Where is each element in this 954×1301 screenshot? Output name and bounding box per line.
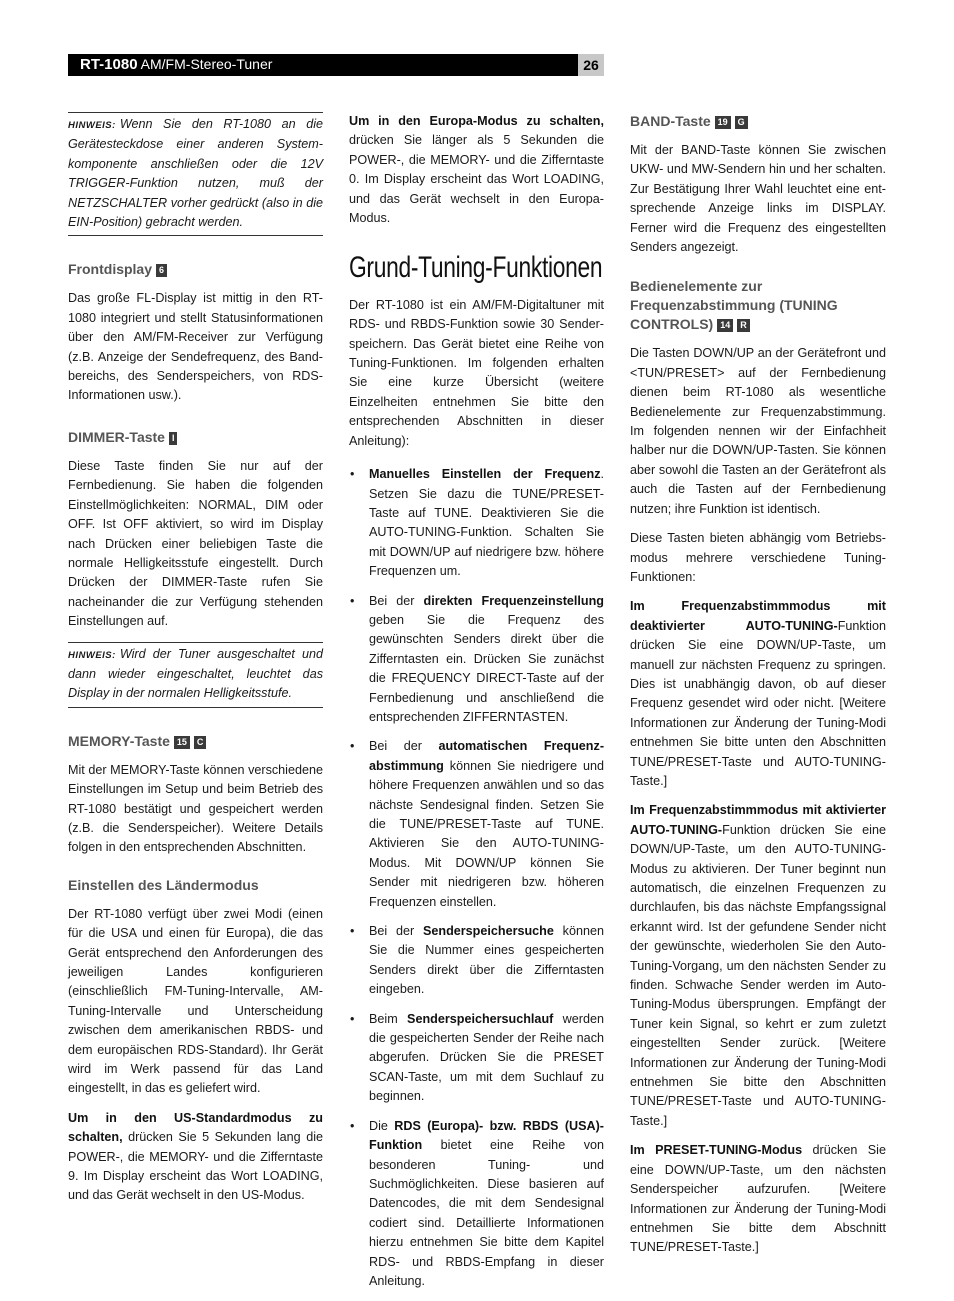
paragraph xyxy=(630,1141,886,1257)
paragraph xyxy=(68,1109,323,1206)
list-item: • Bei der Senderspeichersuche können Sie die Nummer eines gespeicherten Senders direkt über die Zifferntasten eingeben. xyxy=(349,922,604,1000)
section-heading xyxy=(68,876,323,895)
paragraph: Die Tasten DOWN/UP an der Gerätefront und <TUN/PRESET> auf der Fernbedienung dienen beim RT-1080 als wesentliche Bedienelemente zur Frequenzabstimmung. Im folgenden nennen wir der Einfachheit halber nur die DOWN/UP-Tasten. Sie können aber sowohl die Tasten an der Gerätefront als auch die Tasten auf der Fernbedienung nutzen; ihre Funktion ist identisch. xyxy=(630,346,886,516)
bold-lead: Im PRESET-TUNING-Modus xyxy=(630,1143,803,1158)
list-item: • Beim Senderspeichersuchlauf werden die gespeicherten Sender der Reihe nach abgerufen. Drücken Sie die PRESET SCAN-Taste, um mit dem Suchlauf zu beginnen. xyxy=(349,1010,604,1107)
note-text: Wird der Tuner ausgeschaltet und dann wieder eingeschaltet, leuchtet das Display in der normalen Helligkeitsstufe. xyxy=(68,646,323,701)
list-item: • Die RDS (Europa)- bzw. RBDS (USA)-Funktion bietet eine Reihe von besonderen Tuning- und Suchmöglichkeiten. Diese basieren auf Datencodes, die mit dem Sendesignal codiert sind. Detaillierte Informationen hierzu entnehmen Sie bitte dem Kapitel RDS- und RBDS-Empfang in dieser Anleitung. xyxy=(349,1117,604,1292)
paragraph-text: drücken Sie 5 Sekunden lang die POWER-, die MEMORY- und die Zifferntaste 9. Im Display erscheint das Wort LOADING, und das Gerät wechselt in den US-Modus. xyxy=(68,1130,324,1203)
section-heading xyxy=(68,732,323,751)
paragraph-text: Funktion drücken Sie eine DOWN/UP-Taste, um manuell zur nächsten Frequenz zu springen. Dies ist unabhängig davon, ob auf dieser Frequenz gesendet wird oder nicht. [Weitere Informationen zur Änderung der Tuning-Modi entnehmen Sie bitte unten den Abschnitten TUNE/PRESET-Taste und AUTO-TUNING-Taste.] xyxy=(630,618,886,788)
callout-badge: 6 xyxy=(156,264,167,277)
section-heading xyxy=(630,112,886,131)
column-right xyxy=(630,112,886,1268)
callout-badge: 15 xyxy=(174,736,190,749)
list-item: • Bei der automatischen Frequenzabstimmung können Sie niedrigere und höhere Frequenzen anwählen und so das nächste Sendesignal finden. Setzen Sie die TUNE/PRESET-Taste auf TUNE. Aktivieren Sie den AUTO-TUNING-Modus. Mit DOWN/UP können Sie Sender mit niedrigeren bzw. höheren Frequenzen einstellen. xyxy=(349,737,604,912)
paragraph: Diese Tasten bieten abhängig vom Betriebsmodus mehrere verschiedene Tuning-Funktionen: xyxy=(630,531,886,584)
bold-lead: Um in den Europa-Modus zu schalten, xyxy=(349,114,604,128)
bold-term: Manuelles Einstellen der Frequenz xyxy=(369,467,601,482)
header-subtitle: AM/FM-Stereo-Tuner xyxy=(140,56,273,72)
paragraph xyxy=(630,597,886,791)
paragraph: Der RT-1080 ist ein AM/FM-Digitaltuner mit RDS- und RBDS-Funktion sowie 30 Senderspeichern. Das Gerät bietet eine Reihe von Tuning-Funktionen. Im folgenden erhalten Sie eine kurze Übersicht (weitere Einzelheiten entnehmen Sie bitte den entsprechenden Abschnitten in dieser Anleitung): xyxy=(349,297,604,448)
note-box xyxy=(68,112,323,236)
paragraph: Mit der MEMORY-Taste können verschiedene Einstellungen im Setup und beim Betrieb des RT-1080 bestätigt und gespeichert werden (z.B. die Senderspeicher). Weitere Details folgen in den entsprechenden Abschnitten. xyxy=(68,762,323,855)
chapter-title: Grund-Tuning-Funktionen xyxy=(349,251,603,285)
feature-list xyxy=(349,465,604,1291)
callout-badge: 14 xyxy=(717,319,733,332)
heading-text: DIMMER-Taste xyxy=(68,428,165,445)
callout-badge: C xyxy=(194,736,207,749)
section-heading xyxy=(68,428,323,447)
note-text: Wenn Sie den RT-1080 an die Gerätesteckdose einer anderen Systemkomponente anschließen oder die 12V TRIGGER-Funktion nutzen, muß der NETZSCHALTER vorher gedrückt (also in die EIN-Position) gebracht werden. xyxy=(68,117,323,230)
note-box xyxy=(68,642,323,708)
bold-term: Senderspeichersuche xyxy=(422,924,554,939)
section-heading xyxy=(68,260,323,279)
callout-badge: R xyxy=(737,319,750,332)
model-name: RT-1080 xyxy=(80,56,138,73)
column-left xyxy=(68,112,323,1216)
column-middle xyxy=(349,112,604,1301)
heading-text: Einstellen des Ländermodus xyxy=(68,876,259,893)
note-label: HINWEIS: xyxy=(68,649,116,661)
list-item: • Bei der direkten Frequenzeinstellung geben Sie die Frequenz des gewünschten Senders direkt über die Zifferntasten ein. Drücken Sie zunächst die FREQUENCY DIRECT-Taste auf der Fernbedienung und anschließend die entsprechenden ZIFFERNTASTEN. xyxy=(349,592,604,728)
list-item: • Manuelles Einstellen der Frequenz. Setzen Sie dazu die TUNE/PRESET-Taste auf TUNE. Deaktivieren Sie die AUTO-TUNING-Funktion. Schalten Sie mit DOWN/UP auf niedrigere bzw. höhere Frequenzen um. xyxy=(349,465,604,581)
paragraph: Diese Taste finden Sie nur auf der Fernbedienung. Sie haben die folgenden Einstellmöglichkeiten: NORMAL, DIM oder OFF. Ist OFF aktiviert, so wird im Display nach Drücken einer beliebigen Taste die normale Helligkeitsstufe eingestellt. Durch Drücken der DIMMER-Taste rufen Sie nacheinander die zur Verfügung stehenden Einstellungen auf. xyxy=(68,458,323,629)
bold-term: RDS (Europa)- bzw. RBDS (USA)-Funktion xyxy=(369,1118,604,1153)
page-number: 26 xyxy=(578,54,604,76)
callout-badge: G xyxy=(735,116,748,129)
paragraph-text: drücken Sie eine DOWN/UP-Taste, um den nächsten Senderspeicher aufzurufen. [Weitere Informationen zur Änderung der Tuning-Modi entnehmen Sie bitte dem Abschnitt TUNE/PRESET-Taste.] xyxy=(630,1143,886,1255)
paragraph: Der RT-1080 verfügt über zwei Modi (einen für die USA und einen für Europa), die das Gerät entsprechend den Anforderungen des jeweiligen Landes konfigurieren (einschließlich FM-Tuning-Intervalle, AM-Tuning-Intervalle und Unterscheidung zwischen dem amerikanischen RBDS- und dem europäischen RDS-Standard). Ihr Gerät wird im Werk passend für das Land eingestellt, in das es geliefert wird. xyxy=(68,906,323,1096)
bold-term: automatischen Frequenzabstimmung xyxy=(369,739,605,773)
heading-text: BAND-Taste xyxy=(630,113,711,129)
paragraph-text: Funktion drücken Sie eine DOWN/UP-Taste, um den AUTO-TUNING-Modus zu aktivieren. Der Tuner beginnt nun automatisch, die einzelnen Frequenzen zu durchlaufen, bis das nächste Empfangssignal erkannt wird. Ist der gefundene Sender nicht der gewünschte, wiederholen Sie den Auto-Tuning-Vorgang, um den nächsten Sender zu finden. Schwache Sender werden im Auto-Tuning-Modus übersprungen. Empfängt der Tuner kein Signal, so kehrt er zum zuletzt eingestellten Sender zurück. [Weitere Informationen zur Änderung der Tuning-Modi entnehmen Sie bitte den Abschnitten TUNE/PRESET-Taste und AUTO-TUNING-Taste.] xyxy=(630,822,886,1128)
heading-text: Frontdisplay xyxy=(68,261,153,278)
callout-badge: 19 xyxy=(715,116,731,129)
bold-lead: Im Frequenzabstimmmodus mit aktivierter AUTO-TUNING- xyxy=(630,803,886,837)
heading-text: MEMORY-Taste xyxy=(68,732,170,749)
callout-badge: I xyxy=(169,432,178,445)
paragraph xyxy=(349,112,604,228)
bold-term: direkten Frequenzeinstellung xyxy=(423,593,604,608)
paragraph: Das große FL-Display ist mittig in den RT-1080 integriert und stellt Statusinformationen über den AM/FM-Receiver zur Verfügung (z.B. Anzeige der Sendefrequenz, des Bandbereichs, des Senderspeichers, von RDS-Informationen usw.). xyxy=(68,291,323,403)
paragraph: Mit der BAND-Taste können Sie zwischen UKW- und MW-Sendern hin und her schalten. Zur Bestätigung Ihrer Wahl leuchtet eine entsprechende Anzeige links im DISPLAY. Ferner wird die Frequenz des eingestellten Senders angezeigt. xyxy=(630,143,886,255)
section-heading xyxy=(630,277,886,334)
bold-lead: Um in den US-Standardmodus zu schalten, xyxy=(68,1110,323,1145)
bold-term: Senderspeichersuchlauf xyxy=(407,1011,554,1026)
paragraph-text: drücken Sie länger als 5 Sekunden die POWER-, die MEMORY- und die Zifferntaste 0. Im Display erscheint das Wort LOADING, und das Gerät wechselt in den Europa-Modus. xyxy=(349,133,604,226)
heading-text: Bedienelemente zur Frequenzabstimmung (TUNING CONTROLS) xyxy=(630,278,838,333)
paragraph xyxy=(630,801,886,1131)
running-header xyxy=(68,54,578,76)
note-label: HINWEIS: xyxy=(68,120,116,131)
bold-lead: Im Frequenzabstimmmodus mit deaktivierter AUTO-TUNING- xyxy=(630,599,886,633)
